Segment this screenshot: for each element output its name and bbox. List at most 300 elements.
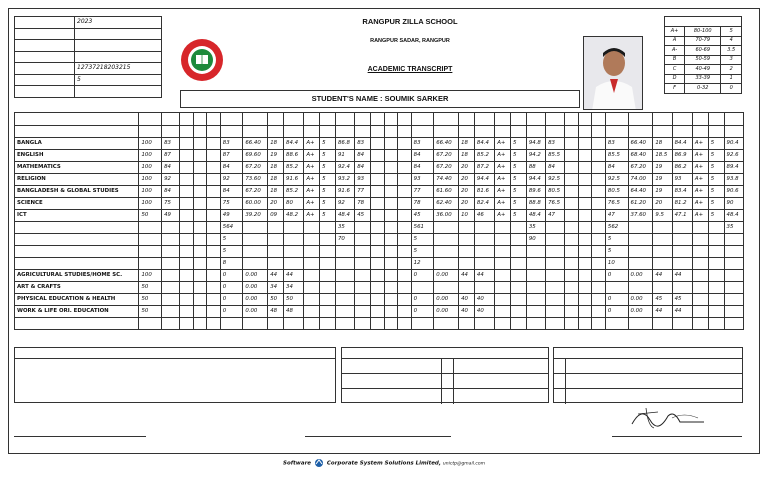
mark-cell xyxy=(268,113,284,126)
subject-name xyxy=(15,258,139,270)
mark-cell: 87 xyxy=(162,150,180,162)
mark-cell xyxy=(355,222,371,234)
mark-cell xyxy=(193,126,207,138)
mark-cell xyxy=(653,113,672,126)
mark-cell: 84 xyxy=(355,150,371,162)
mark-cell xyxy=(708,113,724,126)
mark-cell xyxy=(708,270,724,282)
mark-cell xyxy=(708,258,724,270)
mark-cell: 44 xyxy=(653,270,672,282)
mark-cell xyxy=(565,318,579,330)
mark-cell xyxy=(207,162,221,174)
mark-cell xyxy=(193,186,207,198)
mark-cell: 0 xyxy=(605,270,628,282)
mark-cell: 44 xyxy=(474,270,494,282)
mark-cell xyxy=(692,234,708,246)
mark-cell: 80.5 xyxy=(546,186,565,198)
mark-cell: 100 xyxy=(139,270,162,282)
mark-cell xyxy=(459,113,475,126)
mark-cell: 92 xyxy=(220,174,243,186)
mark-cell xyxy=(546,246,565,258)
mark-cell xyxy=(511,294,527,306)
subject-name: BANGLADESH & GLOBAL STUDIES xyxy=(15,186,139,198)
mark-cell xyxy=(371,306,385,318)
mark-cell xyxy=(384,294,398,306)
mark-cell: 5 xyxy=(511,150,527,162)
mark-cell: 45 xyxy=(672,294,692,306)
mark-cell: 87.2 xyxy=(474,162,494,174)
mark-cell: 18 xyxy=(268,162,284,174)
mark-cell xyxy=(180,270,194,282)
mark-cell xyxy=(193,198,207,210)
mark-cell xyxy=(384,318,398,330)
mark-cell: 5 xyxy=(320,162,336,174)
mark-cell: A+ xyxy=(495,138,511,150)
mark-cell: A+ xyxy=(495,150,511,162)
mark-cell: 67.20 xyxy=(243,162,268,174)
mark-cell xyxy=(371,210,385,222)
mark-cell xyxy=(592,246,606,258)
total-row xyxy=(15,258,744,270)
document-title: ACADEMIC TRANSCRIPT xyxy=(367,66,453,73)
mark-cell xyxy=(180,246,194,258)
mark-cell xyxy=(565,210,579,222)
headmaster-signature-icon xyxy=(628,402,708,432)
mark-cell: 100 xyxy=(139,162,162,174)
school-address: RANGPUR SADAR, RANGPUR xyxy=(370,38,450,44)
mark-cell xyxy=(180,234,194,246)
mark-cell xyxy=(139,222,162,234)
mark-cell: 5 xyxy=(511,162,527,174)
mark-cell xyxy=(592,210,606,222)
mark-cell xyxy=(284,258,304,270)
mark-cell xyxy=(565,126,579,138)
mark-cell: 83 xyxy=(220,138,243,150)
mark-cell xyxy=(193,210,207,222)
mark-cell: A+ xyxy=(304,150,320,162)
mark-cell: 5 xyxy=(708,150,724,162)
mark-cell xyxy=(708,318,724,330)
mark-cell xyxy=(384,138,398,150)
mark-cell xyxy=(546,258,565,270)
mark-cell xyxy=(526,294,545,306)
mark-cell xyxy=(459,234,475,246)
mark-cell xyxy=(565,162,579,174)
mark-cell: 9.5 xyxy=(653,210,672,222)
mark-cell xyxy=(398,222,412,234)
mark-cell xyxy=(605,318,628,330)
mark-cell: 10 xyxy=(459,210,475,222)
subject-name xyxy=(15,234,139,246)
mark-cell: 74.40 xyxy=(434,174,459,186)
mark-cell xyxy=(495,270,511,282)
mark-cell xyxy=(243,258,268,270)
mark-cell xyxy=(511,282,527,294)
mark-cell: 92.5 xyxy=(605,174,628,186)
mark-cell xyxy=(371,318,385,330)
mark-cell xyxy=(355,270,371,282)
mark-cell xyxy=(692,258,708,270)
mark-cell xyxy=(268,126,284,138)
mark-cell xyxy=(724,234,743,246)
mark-cell xyxy=(592,258,606,270)
mark-cell xyxy=(692,126,708,138)
mark-cell xyxy=(511,113,527,126)
mark-cell: 84 xyxy=(605,162,628,174)
mark-cell xyxy=(384,210,398,222)
mark-cell xyxy=(284,246,304,258)
id-value: 12737218203215 xyxy=(75,63,162,75)
mark-cell xyxy=(565,246,579,258)
mark-cell: 5 xyxy=(411,234,434,246)
mark-cell: 562 xyxy=(605,222,628,234)
mark-cell xyxy=(526,113,545,126)
mark-cell xyxy=(653,246,672,258)
mark-cell: A+ xyxy=(692,150,708,162)
mark-cell: A+ xyxy=(495,198,511,210)
mark-cell xyxy=(474,222,494,234)
mark-cell xyxy=(605,282,628,294)
mark-cell xyxy=(526,306,545,318)
roll-value: 5 xyxy=(75,74,162,86)
mark-cell xyxy=(398,138,412,150)
mark-cell: 84 xyxy=(162,186,180,198)
mark-cell: 60.00 xyxy=(243,198,268,210)
mark-cell: 44 xyxy=(672,306,692,318)
mark-cell: 88.6 xyxy=(284,150,304,162)
mark-cell xyxy=(474,234,494,246)
mark-cell xyxy=(284,113,304,126)
mark-cell: 84 xyxy=(355,162,371,174)
mark-cell: 5 xyxy=(708,186,724,198)
mark-cell xyxy=(592,282,606,294)
mark-cell xyxy=(628,113,653,126)
mark-cell: 0.00 xyxy=(243,270,268,282)
mark-cell: 0 xyxy=(411,270,434,282)
subject-name: RELIGION xyxy=(15,174,139,186)
subject-row xyxy=(15,198,744,210)
mark-cell: 35 xyxy=(526,222,545,234)
optional-subject-row xyxy=(15,294,744,306)
subject-name: AGRICULTURAL STUDIES/HOME SC. xyxy=(15,270,139,282)
mark-cell: 18.5 xyxy=(653,150,672,162)
mark-cell xyxy=(592,113,606,126)
mark-cell xyxy=(371,162,385,174)
mark-cell: 67.20 xyxy=(628,162,653,174)
mark-cell xyxy=(355,234,371,246)
mark-cell xyxy=(355,294,371,306)
mark-cell: 88 xyxy=(526,162,545,174)
mark-cell xyxy=(180,174,194,186)
mark-cell: 5 xyxy=(605,234,628,246)
mark-cell xyxy=(434,222,459,234)
mark-cell xyxy=(511,222,527,234)
mark-cell xyxy=(355,318,371,330)
mark-cell xyxy=(268,234,284,246)
footer-credit xyxy=(0,458,768,468)
mark-cell xyxy=(268,318,284,330)
mark-cell xyxy=(162,113,180,126)
mark-cell: 0.00 xyxy=(434,294,459,306)
mark-cell xyxy=(193,150,207,162)
mark-cell: 0 xyxy=(605,294,628,306)
mark-cell: 564 xyxy=(220,222,243,234)
mark-cell: 94.8 xyxy=(526,138,545,150)
mark-cell xyxy=(371,258,385,270)
optional-subject-row xyxy=(15,306,744,318)
mark-cell xyxy=(628,222,653,234)
mark-cell xyxy=(220,113,243,126)
mark-cell xyxy=(474,318,494,330)
mark-cell xyxy=(304,126,320,138)
mark-cell xyxy=(139,126,162,138)
mark-cell xyxy=(724,270,743,282)
mark-cell xyxy=(268,258,284,270)
mark-cell: 83.4 xyxy=(672,186,692,198)
mark-cell xyxy=(546,270,565,282)
mark-cell xyxy=(459,126,475,138)
mark-cell xyxy=(434,246,459,258)
mark-cell: A+ xyxy=(692,138,708,150)
mark-cell xyxy=(592,150,606,162)
mark-cell: 19 xyxy=(653,186,672,198)
mark-cell: 19 xyxy=(268,150,284,162)
mark-cell: 50 xyxy=(139,294,162,306)
mark-cell: 84 xyxy=(220,162,243,174)
mark-cell xyxy=(708,126,724,138)
mark-cell xyxy=(355,282,371,294)
mark-cell: A+ xyxy=(692,174,708,186)
mark-cell xyxy=(304,246,320,258)
mark-cell: 20 xyxy=(268,198,284,210)
mark-cell: 78 xyxy=(411,198,434,210)
mark-cell xyxy=(162,270,180,282)
mark-cell xyxy=(384,258,398,270)
mark-cell: 83 xyxy=(355,138,371,150)
mark-cell xyxy=(371,246,385,258)
mark-cell xyxy=(495,318,511,330)
mark-cell xyxy=(653,222,672,234)
mark-cell: 0.00 xyxy=(243,282,268,294)
mark-cell: 5 xyxy=(708,162,724,174)
mark-cell: 92 xyxy=(162,174,180,186)
mark-cell xyxy=(565,294,579,306)
mark-cell xyxy=(434,234,459,246)
mark-cell xyxy=(207,270,221,282)
mark-cell: 45 xyxy=(653,294,672,306)
mark-cell xyxy=(592,162,606,174)
mark-cell xyxy=(546,318,565,330)
mark-cell: 39.20 xyxy=(243,210,268,222)
mark-cell xyxy=(335,270,354,282)
mark-cell xyxy=(180,126,194,138)
mark-cell: 78 xyxy=(355,198,371,210)
mark-cell: 44 xyxy=(653,306,672,318)
mark-cell xyxy=(672,282,692,294)
mark-cell: 44 xyxy=(284,270,304,282)
mark-cell xyxy=(592,306,606,318)
mark-cell xyxy=(398,318,412,330)
mark-cell xyxy=(207,113,221,126)
mark-cell xyxy=(304,282,320,294)
mark-cell: 84 xyxy=(546,162,565,174)
mark-cell: 561 xyxy=(411,222,434,234)
mark-cell xyxy=(459,246,475,258)
mark-cell xyxy=(495,113,511,126)
mark-cell xyxy=(335,246,354,258)
marks-table xyxy=(14,112,744,330)
mark-cell xyxy=(193,294,207,306)
mark-cell xyxy=(565,113,579,126)
mark-cell xyxy=(320,294,336,306)
mark-cell: 50 xyxy=(139,282,162,294)
mark-cell: 09 xyxy=(268,210,284,222)
mark-cell xyxy=(474,126,494,138)
mark-cell: 0.00 xyxy=(628,294,653,306)
mark-cell xyxy=(592,270,606,282)
mark-cell xyxy=(371,174,385,186)
mark-cell xyxy=(708,246,724,258)
mark-cell: 18 xyxy=(459,138,475,150)
subject-row xyxy=(15,162,744,174)
mark-cell: 66.40 xyxy=(628,138,653,150)
mark-cell xyxy=(459,258,475,270)
mark-cell: 37.60 xyxy=(628,210,653,222)
mark-cell xyxy=(268,222,284,234)
mark-cell xyxy=(284,126,304,138)
mark-cell xyxy=(578,150,592,162)
mark-cell xyxy=(398,282,412,294)
mark-cell: 40 xyxy=(474,306,494,318)
company-logo-icon xyxy=(313,458,325,468)
mark-cell: 83 xyxy=(605,138,628,150)
mark-cell xyxy=(384,174,398,186)
mark-cell xyxy=(692,113,708,126)
mark-cell xyxy=(526,270,545,282)
mark-cell xyxy=(162,258,180,270)
mark-cell xyxy=(495,246,511,258)
mark-cell xyxy=(398,270,412,282)
mark-cell: 5 xyxy=(320,138,336,150)
subject-name: ICT xyxy=(15,210,139,222)
mark-cell: 64.40 xyxy=(628,186,653,198)
mark-cell: 94.4 xyxy=(474,174,494,186)
mark-cell: 18 xyxy=(459,150,475,162)
mark-cell: 100 xyxy=(139,198,162,210)
mark-cell xyxy=(653,126,672,138)
mark-cell xyxy=(193,270,207,282)
mark-cell: A+ xyxy=(692,186,708,198)
mark-cell xyxy=(398,234,412,246)
mark-cell xyxy=(411,113,434,126)
subject-name: PHYSICAL EDUCATION & HEALTH xyxy=(15,294,139,306)
mark-cell: 0 xyxy=(411,294,434,306)
mark-cell: 66.40 xyxy=(434,138,459,150)
mark-cell xyxy=(565,306,579,318)
mark-cell xyxy=(592,186,606,198)
mark-cell xyxy=(592,234,606,246)
mark-cell xyxy=(207,282,221,294)
mark-cell xyxy=(243,318,268,330)
mark-cell xyxy=(304,318,320,330)
mark-cell: 10 xyxy=(605,258,628,270)
mark-cell xyxy=(459,318,475,330)
mark-cell xyxy=(692,246,708,258)
mark-cell: 34 xyxy=(284,282,304,294)
subject-name xyxy=(15,246,139,258)
mark-cell xyxy=(243,126,268,138)
mark-cell xyxy=(162,306,180,318)
mark-cell xyxy=(193,138,207,150)
mark-cell xyxy=(207,126,221,138)
table-header-row xyxy=(15,113,744,126)
mark-cell xyxy=(592,138,606,150)
mark-cell xyxy=(355,246,371,258)
subject-name: WORK & LIFE ORI. EDUCATION xyxy=(15,306,139,318)
mark-cell: 19 xyxy=(653,162,672,174)
school-logo-icon xyxy=(180,38,224,82)
mark-cell xyxy=(335,306,354,318)
mark-cell xyxy=(335,282,354,294)
mark-cell xyxy=(335,294,354,306)
mark-cell xyxy=(180,222,194,234)
mark-cell xyxy=(180,210,194,222)
mark-cell xyxy=(180,258,194,270)
mark-cell xyxy=(628,318,653,330)
mark-cell: 87 xyxy=(220,150,243,162)
mark-cell xyxy=(180,282,194,294)
mark-cell: 0 xyxy=(605,306,628,318)
mark-cell xyxy=(724,318,743,330)
mark-cell: 5 xyxy=(708,138,724,150)
student-name-box: STUDENT'S NAME : SOUMIK SARKER xyxy=(180,90,580,108)
mark-cell xyxy=(320,306,336,318)
mark-cell xyxy=(335,258,354,270)
mark-cell xyxy=(411,318,434,330)
mark-cell: 40 xyxy=(459,294,475,306)
mark-cell xyxy=(371,150,385,162)
optional-subject-row xyxy=(15,270,744,282)
mark-cell: 8 xyxy=(220,258,243,270)
mark-cell: A+ xyxy=(304,186,320,198)
mark-cell xyxy=(398,186,412,198)
mark-cell: 5 xyxy=(708,198,724,210)
mark-cell xyxy=(193,162,207,174)
school-name: RANGPUR ZILLA SCHOOL xyxy=(362,17,458,26)
mark-cell xyxy=(578,162,592,174)
mark-cell xyxy=(304,306,320,318)
mark-cell xyxy=(692,306,708,318)
mark-cell: 47.1 xyxy=(672,210,692,222)
mark-cell: 48.4 xyxy=(724,210,743,222)
mark-cell: 20 xyxy=(459,174,475,186)
mark-cell xyxy=(320,126,336,138)
mark-cell: 85.5 xyxy=(605,150,628,162)
mark-cell: 45 xyxy=(411,210,434,222)
mark-cell: 76.5 xyxy=(605,198,628,210)
mark-cell: 40 xyxy=(459,306,475,318)
mark-cell: 20 xyxy=(459,198,475,210)
mark-cell xyxy=(434,282,459,294)
mark-cell: A+ xyxy=(692,210,708,222)
mark-cell xyxy=(628,126,653,138)
mark-cell xyxy=(546,294,565,306)
mark-cell xyxy=(578,318,592,330)
mark-cell xyxy=(495,222,511,234)
mark-cell: 5 xyxy=(411,246,434,258)
mark-cell xyxy=(592,318,606,330)
mark-cell xyxy=(565,198,579,210)
